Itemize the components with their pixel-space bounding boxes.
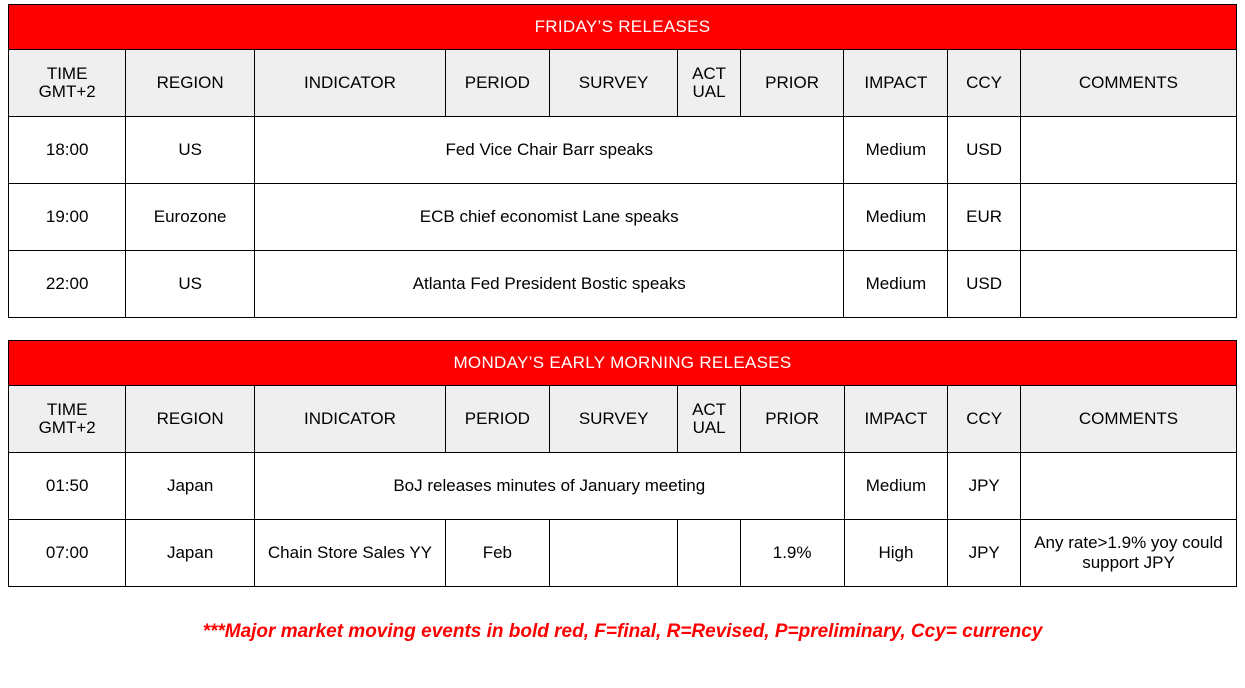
cell-comments	[1020, 453, 1236, 520]
cell-time: 07:00	[9, 520, 126, 587]
time-label-line2: GMT+2	[38, 82, 96, 101]
column-header-region: REGION	[126, 50, 255, 117]
cell-time: 19:00	[9, 184, 126, 251]
actual-label-line2: UAL	[692, 82, 726, 101]
cell-ccy: USD	[948, 117, 1021, 184]
table-row	[9, 453, 1237, 520]
cell-impact: High	[844, 520, 948, 587]
column-header-actual	[678, 50, 740, 117]
legend-footnote: ***Major market moving events in bold red, F=final, R=Revised, P=preliminary, Ccy= currency	[202, 621, 1043, 642]
friday-banner-title: FRIDAY’S RELEASES	[9, 5, 1237, 50]
column-header-indicator: INDICATOR	[254, 386, 445, 453]
column-header-actual	[678, 386, 740, 453]
actual-label-line1: ACT	[692, 400, 727, 420]
cell-impact: Medium	[844, 117, 948, 184]
monday-banner-title: MONDAY’S EARLY MORNING RELEASES	[9, 341, 1237, 386]
cell-actual	[678, 520, 740, 587]
column-header-prior: PRIOR	[740, 50, 844, 117]
friday-header-row	[9, 50, 1237, 117]
cell-time: 18:00	[9, 117, 126, 184]
cell-ccy: USD	[948, 251, 1021, 318]
cell-comments	[1020, 251, 1236, 318]
column-header-comments: COMMENTS	[1020, 386, 1236, 453]
cell-period: Feb	[445, 520, 549, 587]
cell-ccy: EUR	[948, 184, 1021, 251]
table-row	[9, 251, 1237, 318]
time-label-line1: TIME	[46, 64, 88, 84]
column-header-ccy: CCY	[948, 50, 1021, 117]
cell-indicator: BoJ releases minutes of January meeting	[254, 453, 844, 520]
cell-time: 22:00	[9, 251, 126, 318]
time-label-line2: GMT+2	[38, 418, 96, 437]
table-row	[9, 117, 1237, 184]
column-header-comments: COMMENTS	[1020, 50, 1236, 117]
column-header-prior: PRIOR	[740, 386, 844, 453]
column-header-impact: IMPACT	[844, 50, 948, 117]
cell-region: Japan	[126, 520, 255, 587]
cell-indicator: ECB chief economist Lane speaks	[254, 184, 844, 251]
table-row	[9, 184, 1237, 251]
cell-impact: Medium	[844, 184, 948, 251]
cell-impact: Medium	[844, 453, 948, 520]
column-header-period: PERIOD	[445, 50, 549, 117]
cell-comments	[1020, 117, 1236, 184]
cell-ccy: JPY	[948, 453, 1021, 520]
monday-banner-row	[9, 341, 1237, 386]
cell-region: US	[126, 251, 255, 318]
cell-indicator: Fed Vice Chair Barr speaks	[254, 117, 844, 184]
column-header-indicator: INDICATOR	[254, 50, 445, 117]
monday-header-row	[9, 386, 1237, 453]
column-header-survey: SURVEY	[549, 50, 678, 117]
time-label-line1: TIME	[46, 400, 88, 420]
cell-region: Eurozone	[126, 184, 255, 251]
cell-indicator: Atlanta Fed President Bostic speaks	[254, 251, 844, 318]
column-header-survey: SURVEY	[549, 386, 678, 453]
actual-label-line1: ACT	[692, 64, 727, 84]
column-header-time	[9, 50, 126, 117]
cell-comments: Any rate>1.9% yoy could support JPY	[1020, 520, 1236, 587]
cell-comments	[1020, 184, 1236, 251]
cell-impact: Medium	[844, 251, 948, 318]
column-header-impact: IMPACT	[844, 386, 948, 453]
column-header-region: REGION	[126, 386, 255, 453]
column-header-ccy: CCY	[948, 386, 1021, 453]
table-gap	[8, 318, 1237, 340]
friday-releases-table	[8, 4, 1237, 318]
column-header-time	[9, 386, 126, 453]
cell-survey	[549, 520, 678, 587]
table-row	[9, 520, 1237, 587]
monday-releases-table	[8, 340, 1237, 587]
cell-indicator: Chain Store Sales YY	[254, 520, 445, 587]
cell-ccy: JPY	[948, 520, 1021, 587]
cell-region: Japan	[126, 453, 255, 520]
cell-time: 01:50	[9, 453, 126, 520]
cell-region: US	[126, 117, 255, 184]
friday-banner-row	[9, 5, 1237, 50]
column-header-period: PERIOD	[445, 386, 549, 453]
cell-prior: 1.9%	[740, 520, 844, 587]
actual-label-line2: UAL	[692, 418, 726, 437]
